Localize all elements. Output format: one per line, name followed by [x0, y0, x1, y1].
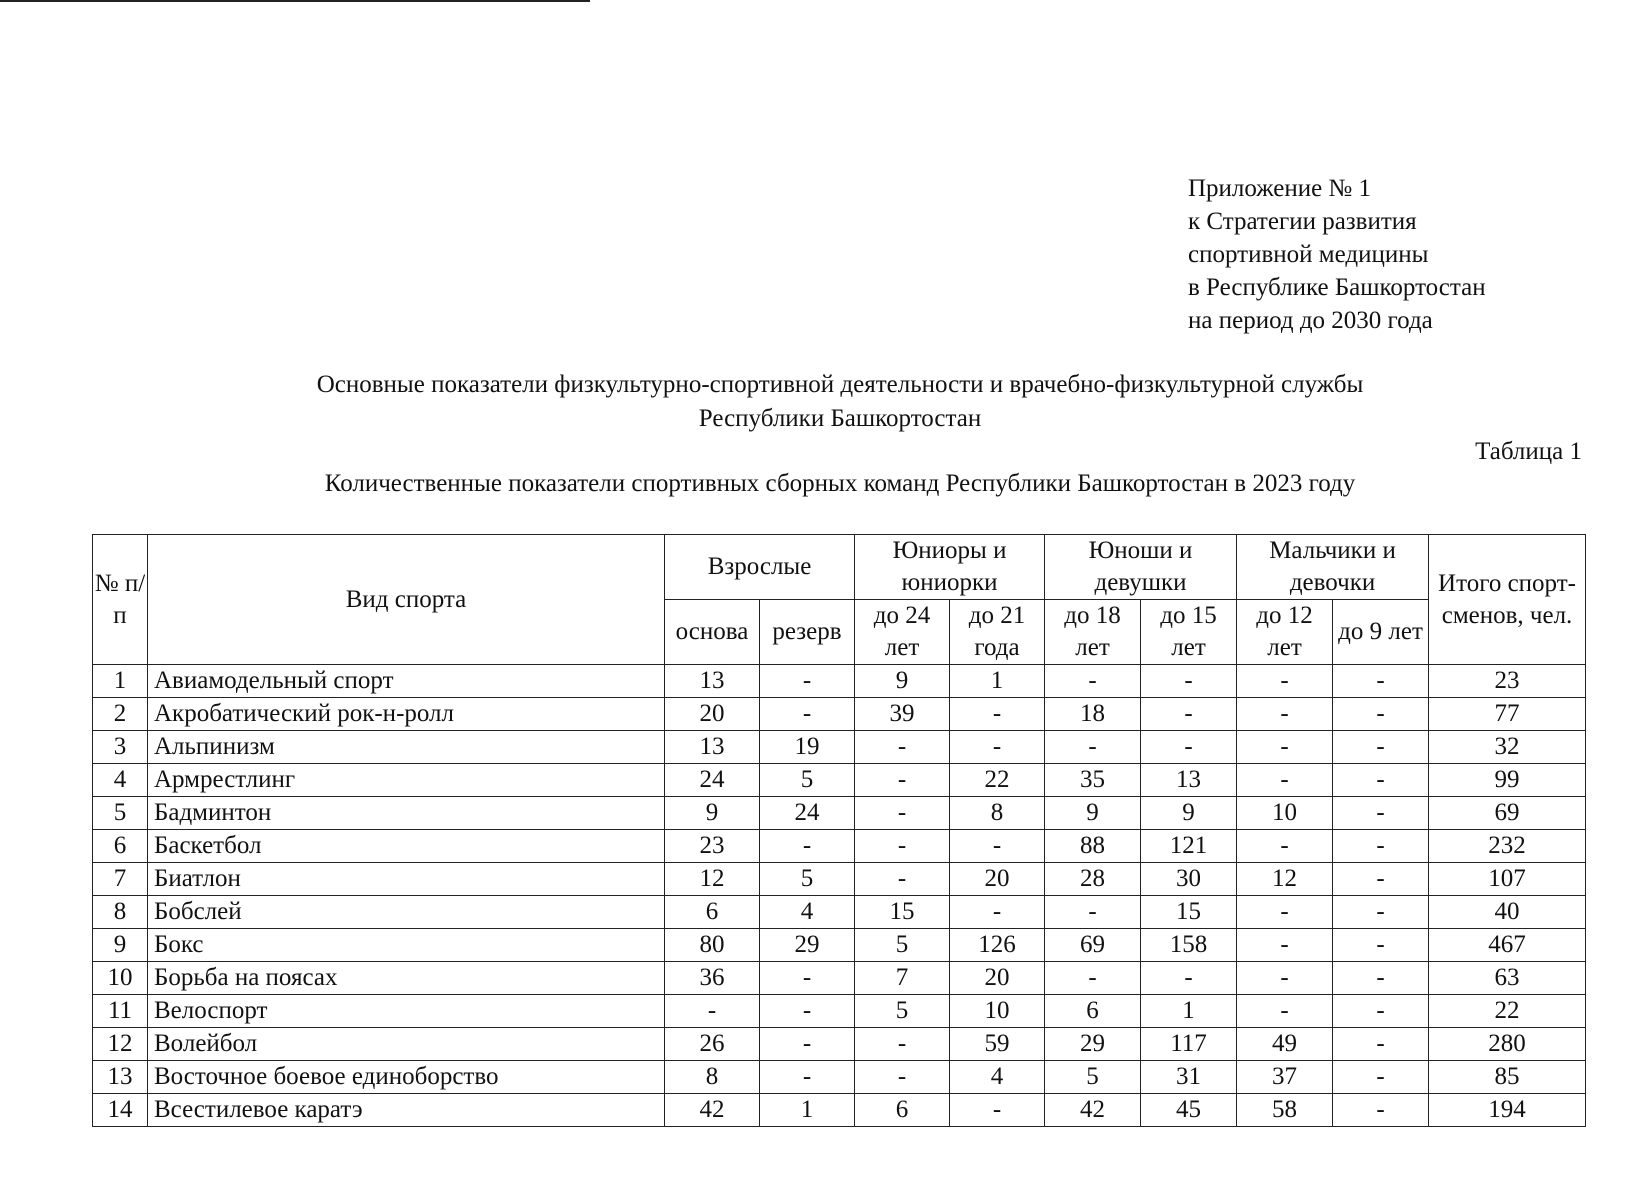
- value-cell: 10: [950, 995, 1045, 1028]
- value-cell: 15: [855, 896, 950, 929]
- value-cell: -: [1237, 698, 1333, 731]
- value-cell: -: [1045, 962, 1141, 995]
- total-cell: 232: [1429, 830, 1586, 863]
- value-cell: 12: [1237, 863, 1333, 896]
- table-header: [93, 535, 1586, 665]
- total-cell: 107: [1429, 863, 1586, 896]
- header-kids: Мальчики и девочки: [1237, 535, 1429, 600]
- total-cell: 32: [1429, 731, 1586, 764]
- table-number-label: Таблица 1: [1475, 438, 1582, 465]
- value-cell: 8: [950, 797, 1045, 830]
- document-title-line-2: Республики Башкортостан: [698, 405, 982, 432]
- sport-name-cell: Велоспорт: [148, 995, 665, 1028]
- total-cell: 85: [1429, 1061, 1586, 1094]
- value-cell: 28: [1045, 863, 1141, 896]
- value-cell: -: [950, 1094, 1045, 1127]
- value-cell: 6: [665, 896, 760, 929]
- value-cell: -: [950, 698, 1045, 731]
- value-cell: -: [1237, 830, 1333, 863]
- sport-name-cell: Борьба на поясах: [148, 962, 665, 995]
- value-cell: 19: [760, 731, 855, 764]
- header-total: Итого спорт-сменов, чел.: [1429, 535, 1586, 665]
- value-cell: -: [760, 1028, 855, 1061]
- value-cell: 20: [950, 962, 1045, 995]
- value-cell: -: [1333, 896, 1429, 929]
- appendix-line: Приложение № 1: [1188, 175, 1372, 202]
- value-cell: -: [1333, 1028, 1429, 1061]
- row-number-cell: 5: [93, 797, 148, 830]
- value-cell: 59: [950, 1028, 1045, 1061]
- table-row: [93, 1094, 1586, 1127]
- value-cell: 13: [665, 665, 760, 698]
- value-cell: 39: [855, 698, 950, 731]
- row-number-cell: 11: [93, 995, 148, 1028]
- value-cell: 18: [1045, 698, 1141, 731]
- value-cell: -: [855, 731, 950, 764]
- value-cell: -: [1237, 929, 1333, 962]
- value-cell: -: [1333, 1061, 1429, 1094]
- appendix-line: к Стратегии развития: [1188, 208, 1417, 235]
- value-cell: 1: [950, 665, 1045, 698]
- value-cell: -: [855, 863, 950, 896]
- sport-name-cell: Альпинизм: [148, 731, 665, 764]
- sport-name-cell: Акробатический рок-н-ролл: [148, 698, 665, 731]
- table-row: [93, 863, 1586, 896]
- value-cell: -: [1333, 1094, 1429, 1127]
- sport-name-cell: Авиамодельный спорт: [148, 665, 665, 698]
- value-cell: 30: [1141, 863, 1237, 896]
- value-cell: 23: [665, 830, 760, 863]
- value-cell: 1: [760, 1094, 855, 1127]
- value-cell: 45: [1141, 1094, 1237, 1127]
- value-cell: -: [1045, 896, 1141, 929]
- value-cell: -: [1237, 764, 1333, 797]
- row-number-cell: 13: [93, 1061, 148, 1094]
- value-cell: 9: [1141, 797, 1237, 830]
- sport-name-cell: Баскетбол: [148, 830, 665, 863]
- value-cell: -: [1141, 698, 1237, 731]
- appendix-note: [1188, 172, 1486, 337]
- value-cell: -: [1333, 962, 1429, 995]
- value-cell: -: [760, 830, 855, 863]
- value-cell: -: [855, 764, 950, 797]
- value-cell: 31: [1141, 1061, 1237, 1094]
- value-cell: 88: [1045, 830, 1141, 863]
- value-cell: 5: [760, 764, 855, 797]
- value-cell: 7: [855, 962, 950, 995]
- value-cell: -: [1333, 731, 1429, 764]
- sport-name-cell: Всестилевое каратэ: [148, 1094, 665, 1127]
- value-cell: -: [665, 995, 760, 1028]
- appendix-line: спортивной медицины: [1188, 241, 1429, 268]
- value-cell: 4: [950, 1061, 1045, 1094]
- table-row: [93, 929, 1586, 962]
- value-cell: 35: [1045, 764, 1141, 797]
- row-number-cell: 8: [93, 896, 148, 929]
- total-cell: 99: [1429, 764, 1586, 797]
- value-cell: -: [1333, 830, 1429, 863]
- row-number-cell: 12: [93, 1028, 148, 1061]
- value-cell: 1: [1141, 995, 1237, 1028]
- table-row: [93, 665, 1586, 698]
- value-cell: 9: [855, 665, 950, 698]
- row-number-cell: 4: [93, 764, 148, 797]
- total-cell: 22: [1429, 995, 1586, 1028]
- value-cell: -: [855, 830, 950, 863]
- value-cell: -: [855, 1061, 950, 1094]
- value-cell: 20: [665, 698, 760, 731]
- header-sub: до 21 года: [950, 600, 1045, 665]
- total-cell: 63: [1429, 962, 1586, 995]
- sport-name-cell: Волейбол: [148, 1028, 665, 1061]
- sports-teams-table: [92, 534, 1586, 1127]
- table-row: [93, 962, 1586, 995]
- value-cell: -: [1237, 731, 1333, 764]
- value-cell: 9: [665, 797, 760, 830]
- table-row: [93, 896, 1586, 929]
- value-cell: -: [1333, 698, 1429, 731]
- total-cell: 77: [1429, 698, 1586, 731]
- header-sub: до 9 лет: [1333, 600, 1429, 665]
- value-cell: 29: [1045, 1028, 1141, 1061]
- table-caption: Количественные показатели спортивных сборных команд Республики Башкортостан в 2023 году: [324, 470, 1356, 497]
- table-row: [93, 698, 1586, 731]
- value-cell: -: [760, 962, 855, 995]
- total-cell: 23: [1429, 665, 1586, 698]
- total-cell: 69: [1429, 797, 1586, 830]
- value-cell: 13: [1141, 764, 1237, 797]
- value-cell: 29: [760, 929, 855, 962]
- value-cell: -: [1237, 896, 1333, 929]
- table-row: [93, 830, 1586, 863]
- value-cell: 5: [855, 929, 950, 962]
- row-number-cell: 10: [93, 962, 148, 995]
- table-row: [93, 731, 1586, 764]
- value-cell: 58: [1237, 1094, 1333, 1127]
- value-cell: 126: [950, 929, 1045, 962]
- appendix-line: в Республике Башкортостан: [1188, 274, 1486, 301]
- value-cell: 5: [855, 995, 950, 1028]
- value-cell: -: [1045, 665, 1141, 698]
- value-cell: -: [1333, 764, 1429, 797]
- value-cell: -: [1141, 962, 1237, 995]
- value-cell: -: [1141, 731, 1237, 764]
- header-sub: до 12 лет: [1237, 600, 1333, 665]
- value-cell: 42: [1045, 1094, 1141, 1127]
- header-adults: Взрослые: [665, 535, 855, 600]
- sport-name-cell: Восточное боевое единоборство: [148, 1061, 665, 1094]
- value-cell: 13: [665, 731, 760, 764]
- value-cell: 24: [760, 797, 855, 830]
- value-cell: 10: [1237, 797, 1333, 830]
- header-sub: основа: [665, 600, 760, 665]
- document-title: [0, 368, 1630, 436]
- table-row: [93, 995, 1586, 1028]
- value-cell: -: [1333, 797, 1429, 830]
- value-cell: 8: [665, 1061, 760, 1094]
- value-cell: -: [1045, 731, 1141, 764]
- row-number-cell: 2: [93, 698, 148, 731]
- value-cell: 6: [855, 1094, 950, 1127]
- row-number-cell: 14: [93, 1094, 148, 1127]
- table-body: [93, 665, 1586, 1127]
- value-cell: 6: [1045, 995, 1141, 1028]
- sport-name-cell: Бадминтон: [148, 797, 665, 830]
- value-cell: 42: [665, 1094, 760, 1127]
- value-cell: 158: [1141, 929, 1237, 962]
- row-number-cell: 9: [93, 929, 148, 962]
- value-cell: 80: [665, 929, 760, 962]
- value-cell: 22: [950, 764, 1045, 797]
- row-number-cell: 3: [93, 731, 148, 764]
- value-cell: -: [760, 698, 855, 731]
- header-youth: Юноши и девушки: [1045, 535, 1237, 600]
- value-cell: 36: [665, 962, 760, 995]
- value-cell: 69: [1045, 929, 1141, 962]
- value-cell: 117: [1141, 1028, 1237, 1061]
- row-number-cell: 6: [93, 830, 148, 863]
- value-cell: -: [1237, 962, 1333, 995]
- value-cell: -: [1333, 863, 1429, 896]
- value-cell: -: [1237, 665, 1333, 698]
- header-num: № п/п: [93, 535, 148, 665]
- sport-name-cell: Бобслей: [148, 896, 665, 929]
- table-row: [93, 1061, 1586, 1094]
- row-number-cell: 7: [93, 863, 148, 896]
- value-cell: 15: [1141, 896, 1237, 929]
- header-sport: Вид спорта: [148, 535, 665, 665]
- value-cell: -: [855, 1028, 950, 1061]
- table-row: [93, 1028, 1586, 1061]
- total-cell: 280: [1429, 1028, 1586, 1061]
- value-cell: 9: [1045, 797, 1141, 830]
- sport-name-cell: Биатлон: [148, 863, 665, 896]
- value-cell: -: [855, 797, 950, 830]
- header-sub: до 18 лет: [1045, 600, 1141, 665]
- document-title-line-1: Основные показатели физкультурно-спортивной деятельности и врачебно-физкультурной службы: [316, 371, 1364, 398]
- value-cell: -: [1333, 995, 1429, 1028]
- value-cell: -: [1141, 665, 1237, 698]
- value-cell: 121: [1141, 830, 1237, 863]
- value-cell: -: [1237, 995, 1333, 1028]
- value-cell: 26: [665, 1028, 760, 1061]
- row-number-cell: 1: [93, 665, 148, 698]
- value-cell: -: [950, 731, 1045, 764]
- value-cell: -: [760, 665, 855, 698]
- value-cell: -: [760, 995, 855, 1028]
- header-sub: до 15 лет: [1141, 600, 1237, 665]
- table-row: [93, 764, 1586, 797]
- appendix-line: на период до 2030 года: [1188, 307, 1433, 334]
- total-cell: 194: [1429, 1094, 1586, 1127]
- value-cell: -: [950, 896, 1045, 929]
- value-cell: 24: [665, 764, 760, 797]
- value-cell: -: [950, 830, 1045, 863]
- header-sub: до 24 лет: [855, 600, 950, 665]
- scan-top-rule: [0, 0, 590, 2]
- header-sub: резерв: [760, 600, 855, 665]
- value-cell: -: [1333, 665, 1429, 698]
- total-cell: 40: [1429, 896, 1586, 929]
- value-cell: -: [1333, 929, 1429, 962]
- value-cell: 4: [760, 896, 855, 929]
- header-juniors: Юниоры и юниорки: [855, 535, 1045, 600]
- sport-name-cell: Армрестлинг: [148, 764, 665, 797]
- value-cell: 49: [1237, 1028, 1333, 1061]
- value-cell: 20: [950, 863, 1045, 896]
- value-cell: -: [760, 1061, 855, 1094]
- sport-name-cell: Бокс: [148, 929, 665, 962]
- value-cell: 12: [665, 863, 760, 896]
- total-cell: 467: [1429, 929, 1586, 962]
- value-cell: 37: [1237, 1061, 1333, 1094]
- table-row: [93, 797, 1586, 830]
- value-cell: 5: [1045, 1061, 1141, 1094]
- value-cell: 5: [760, 863, 855, 896]
